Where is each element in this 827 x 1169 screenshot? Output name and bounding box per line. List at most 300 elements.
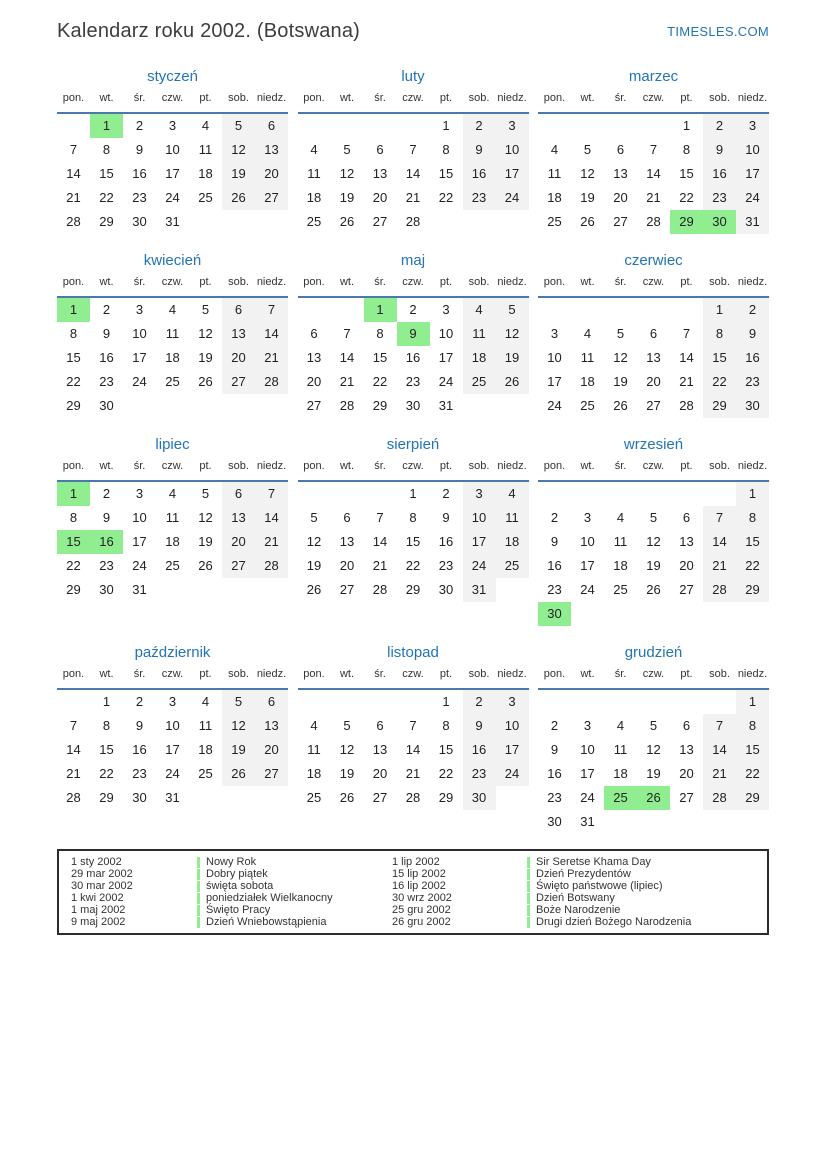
weekday-label: śr. [374, 668, 386, 680]
day-cell-empty [670, 602, 703, 626]
week-row [298, 210, 529, 234]
week-row [57, 138, 288, 162]
weekday-label: wt. [339, 276, 355, 288]
day-cell: 30 [438, 582, 454, 597]
day-cell: 22 [438, 190, 454, 205]
day-cell-empty [670, 810, 703, 834]
day-cell: 28 [339, 398, 355, 413]
weekday-header-row [57, 460, 288, 482]
weekday-label: śr. [133, 92, 146, 104]
month-title: marzec [628, 68, 679, 85]
weekday-header-row [298, 668, 529, 690]
day-cell-empty [364, 114, 397, 138]
day-cell: 5 [201, 486, 210, 501]
day-cell: 13 [372, 742, 388, 757]
day-cell: 16 [132, 166, 147, 181]
week-row [298, 322, 529, 346]
holiday-date: 1 maj 2002 [71, 904, 126, 916]
day-cell: 2 [409, 302, 417, 317]
day-cell: 13 [372, 166, 388, 181]
day-cell: 18 [547, 190, 562, 205]
week-row [538, 138, 769, 162]
week-row [57, 114, 288, 138]
weekday-label: pon. [62, 276, 85, 288]
month-2 [298, 66, 529, 234]
day-cell: 4 [496, 482, 529, 506]
weekday-label: pon. [62, 668, 85, 680]
day-cell: 25 [580, 398, 595, 413]
day-cell-empty [637, 482, 670, 506]
day-cell: 27 [339, 582, 355, 597]
legend-row [71, 880, 392, 892]
year-calendar-grid [57, 66, 769, 834]
day-cell: 28 [405, 214, 421, 229]
day-cell: 18 [613, 766, 628, 781]
day-cell-empty [156, 578, 189, 602]
day-cell: 14 [703, 738, 736, 762]
day-cell: 29 [703, 394, 736, 418]
day-cell: 22 [372, 374, 388, 389]
day-cell: 8 [442, 718, 450, 733]
day-cell: 1 [57, 482, 90, 506]
week-row [57, 714, 288, 738]
day-cell: 25 [165, 558, 180, 573]
week-row [298, 530, 529, 554]
weekday-label: pt. [680, 668, 693, 680]
weekday-label: pt. [680, 276, 693, 288]
weekday-label: niedz. [256, 92, 287, 104]
day-cell: 15 [438, 742, 454, 757]
week-row [538, 322, 769, 346]
holiday-marker-icon [197, 869, 200, 880]
day-cell: 19 [222, 162, 255, 186]
day-cell-empty [670, 482, 703, 506]
weekday-label: czw. [402, 276, 424, 288]
weekday-label: sob. [468, 276, 490, 288]
day-cell: 4 [583, 326, 592, 341]
holiday-name: Sir Seretse Khama Day [536, 856, 651, 868]
day-cell: 5 [496, 298, 529, 322]
day-cell: 19 [646, 766, 661, 781]
day-cell: 16 [703, 162, 736, 186]
day-cell: 21 [66, 190, 81, 205]
week-row [538, 298, 769, 322]
holiday-marker-icon [527, 881, 530, 892]
day-cell: 28 [255, 370, 288, 394]
day-cell: 17 [580, 766, 595, 781]
weekday-label: wt. [99, 92, 114, 104]
week-row [298, 370, 529, 394]
day-cell: 9 [463, 714, 496, 738]
legend-row [71, 892, 392, 904]
month-title: sierpień [386, 436, 440, 453]
day-cell: 24 [580, 582, 595, 597]
day-cell: 12 [339, 166, 355, 181]
week-row [57, 554, 288, 578]
day-cell-empty [222, 210, 255, 234]
day-cell: 29 [99, 790, 114, 805]
day-cell-empty [571, 602, 604, 626]
day-cell: 7 [69, 718, 78, 733]
day-cell: 17 [165, 742, 180, 757]
day-cell: 26 [339, 214, 355, 229]
day-cell: 29 [66, 582, 81, 597]
week-row [538, 506, 769, 530]
day-cell: 25 [306, 790, 322, 805]
day-cell-empty [255, 394, 288, 418]
month-title: październik [134, 644, 211, 661]
day-cell: 15 [66, 350, 81, 365]
day-cell: 13 [222, 322, 255, 346]
day-cell-empty [331, 690, 364, 714]
day-cell: 30 [132, 790, 147, 805]
day-cell: 5 [222, 114, 255, 138]
day-cell: 6 [343, 510, 351, 525]
day-cell: 19 [198, 350, 213, 365]
weekday-label: czw. [402, 668, 424, 680]
day-cell: 11 [198, 718, 213, 733]
day-cell-empty [670, 690, 703, 714]
day-cell-empty [57, 690, 90, 714]
day-cell: 17 [736, 162, 769, 186]
day-cell: 7 [703, 714, 736, 738]
week-row [538, 714, 769, 738]
day-cell: 15 [736, 530, 769, 554]
day-cell: 5 [310, 510, 318, 525]
weekday-label: czw. [161, 276, 184, 288]
week-row [298, 738, 529, 762]
day-cell: 2 [463, 690, 496, 714]
weekday-label: niedz. [737, 276, 768, 288]
weekday-header-row [538, 668, 769, 690]
day-cell: 23 [99, 558, 114, 573]
day-cell: 16 [547, 558, 562, 573]
day-cell: 24 [132, 558, 147, 573]
day-cell: 29 [670, 210, 703, 234]
day-cell: 2 [135, 118, 144, 133]
day-cell: 18 [198, 166, 213, 181]
day-cell-empty [123, 394, 156, 418]
day-cell: 29 [66, 398, 81, 413]
day-cell: 13 [679, 742, 694, 757]
weekday-label: sob. [709, 276, 730, 288]
day-cell: 12 [646, 534, 661, 549]
week-row [57, 578, 288, 602]
day-cell-empty [604, 602, 637, 626]
weekday-label: śr. [614, 276, 627, 288]
day-cell: 9 [463, 138, 496, 162]
holiday-date: 1 lip 2002 [392, 856, 440, 868]
day-cell: 31 [736, 210, 769, 234]
weekday-label: pt. [199, 460, 212, 472]
day-cell-empty [298, 482, 331, 506]
day-cell: 18 [198, 742, 213, 757]
day-cell: 24 [496, 762, 529, 786]
day-cell: 2 [463, 114, 496, 138]
weekday-label: sob. [709, 668, 730, 680]
week-row [298, 162, 529, 186]
day-cell: 25 [306, 214, 322, 229]
holiday-date: 30 mar 2002 [71, 880, 133, 892]
day-cell: 5 [343, 718, 351, 733]
holiday-name: Dzień Prezydentów [536, 868, 631, 880]
weekday-label: pon. [303, 668, 325, 680]
month-title: luty [401, 68, 425, 85]
day-cell: 1 [364, 298, 397, 322]
month-title: czerwiec [624, 252, 683, 269]
day-cell-empty [604, 690, 637, 714]
day-cell: 20 [646, 374, 661, 389]
weekday-label: pon. [303, 92, 325, 104]
day-cell: 7 [409, 142, 417, 157]
weekday-label: śr. [374, 276, 386, 288]
day-cell: 26 [198, 558, 213, 573]
month-3 [538, 66, 769, 234]
day-cell: 7 [682, 326, 691, 341]
day-cell: 10 [165, 718, 180, 733]
day-cell: 26 [637, 786, 670, 810]
day-cell: 13 [679, 534, 694, 549]
weekday-label: niedz. [737, 460, 768, 472]
week-row [298, 298, 529, 322]
day-cell: 10 [132, 326, 147, 341]
day-cell: 8 [736, 506, 769, 530]
day-cell: 9 [135, 718, 144, 733]
week-row [57, 530, 288, 554]
day-cell: 23 [703, 186, 736, 210]
day-cell: 25 [165, 374, 180, 389]
day-cell: 11 [496, 506, 529, 530]
day-cell: 19 [580, 190, 595, 205]
weekday-label: śr. [374, 460, 386, 472]
weekday-header-row [298, 460, 529, 482]
day-cell: 27 [372, 214, 388, 229]
holiday-marker-icon [527, 917, 530, 928]
weekday-label: śr. [133, 276, 146, 288]
day-cell-empty [496, 210, 529, 234]
day-cell: 4 [550, 142, 559, 157]
month-7 [57, 434, 288, 626]
day-cell: 11 [165, 510, 180, 525]
day-cell-empty [397, 690, 430, 714]
day-cell-empty [397, 114, 430, 138]
day-cell: 25 [198, 766, 213, 781]
day-cell: 15 [99, 742, 114, 757]
week-row [538, 370, 769, 394]
weekday-label: śr. [614, 92, 627, 104]
week-row [57, 346, 288, 370]
weekday-label: wt. [339, 668, 355, 680]
day-cell: 4 [201, 694, 210, 709]
day-cell: 11 [613, 742, 628, 757]
day-cell-empty [604, 298, 637, 322]
day-cell: 20 [339, 558, 355, 573]
weekday-label: pon. [62, 92, 85, 104]
day-cell: 28 [679, 398, 694, 413]
day-cell: 25 [547, 214, 562, 229]
day-cell: 6 [616, 142, 625, 157]
day-cell: 23 [736, 370, 769, 394]
day-cell: 24 [496, 186, 529, 210]
day-cell-empty [571, 298, 604, 322]
weekday-label: niedz. [256, 460, 287, 472]
day-cell: 31 [438, 398, 454, 413]
day-cell: 1 [736, 482, 769, 506]
month-title: grudzień [624, 644, 683, 661]
day-cell: 22 [66, 558, 81, 573]
day-cell: 10 [496, 714, 529, 738]
holiday-name: Nowy Rok [206, 856, 257, 868]
weekday-label: pt. [439, 668, 453, 680]
weekday-label: pt. [199, 92, 212, 104]
day-cell: 8 [736, 714, 769, 738]
week-row [57, 482, 288, 506]
weekday-label: niedz. [497, 276, 527, 288]
day-cell-empty [703, 482, 736, 506]
day-cell: 4 [310, 718, 318, 733]
day-cell: 19 [339, 190, 355, 205]
weekday-label: niedz. [497, 92, 527, 104]
holiday-name: Drugi dzień Bożego Narodzenia [536, 916, 692, 928]
day-cell: 21 [339, 374, 355, 389]
day-cell: 1 [736, 690, 769, 714]
day-cell: 27 [255, 186, 288, 210]
week-row [538, 530, 769, 554]
day-cell-empty [298, 114, 331, 138]
day-cell: 14 [405, 742, 421, 757]
day-cell: 3 [736, 114, 769, 138]
day-cell: 18 [165, 534, 180, 549]
day-cell: 11 [307, 166, 321, 181]
holiday-name: święta sobota [206, 880, 274, 892]
day-cell: 11 [463, 322, 496, 346]
day-cell: 22 [438, 766, 454, 781]
day-cell: 11 [198, 142, 213, 157]
day-cell: 5 [583, 142, 592, 157]
day-cell: 23 [463, 762, 496, 786]
day-cell: 24 [736, 186, 769, 210]
day-cell: 19 [496, 346, 529, 370]
day-cell: 27 [222, 370, 255, 394]
week-row [298, 762, 529, 786]
legend-row [71, 916, 392, 928]
day-cell: 16 [547, 766, 562, 781]
day-cell: 28 [66, 790, 81, 805]
week-row [538, 162, 769, 186]
day-cell: 27 [222, 554, 255, 578]
day-cell: 13 [613, 166, 628, 181]
legend-row [71, 904, 392, 916]
day-cell: 9 [397, 322, 430, 346]
day-cell: 31 [165, 214, 180, 229]
holiday-marker-icon [527, 905, 530, 916]
day-cell-empty [637, 602, 670, 626]
weekday-label: sob. [228, 276, 249, 288]
day-cell: 14 [339, 350, 355, 365]
day-cell: 17 [165, 166, 180, 181]
day-cell: 7 [255, 298, 288, 322]
day-cell: 25 [198, 190, 213, 205]
day-cell: 30 [405, 398, 421, 413]
day-cell: 10 [132, 510, 147, 525]
week-row [298, 186, 529, 210]
weekday-label: niedz. [737, 668, 768, 680]
day-cell: 11 [165, 326, 180, 341]
day-cell: 3 [496, 690, 529, 714]
day-cell: 12 [646, 742, 661, 757]
day-cell: 9 [102, 326, 111, 341]
holiday-marker-icon [527, 893, 530, 904]
day-cell: 24 [438, 374, 454, 389]
month-8 [298, 434, 529, 626]
day-cell: 28 [66, 214, 81, 229]
weekday-label: pt. [439, 460, 453, 472]
day-cell-empty [222, 578, 255, 602]
day-cell: 21 [646, 190, 661, 205]
day-cell: 3 [135, 302, 144, 317]
day-cell: 7 [255, 482, 288, 506]
day-cell: 30 [736, 394, 769, 418]
day-cell: 3 [442, 302, 450, 317]
week-row [298, 578, 529, 602]
day-cell: 31 [132, 582, 147, 597]
day-cell: 26 [580, 214, 595, 229]
week-row [298, 138, 529, 162]
timesles-site-link[interactable]: TIMESLES.COM [667, 24, 769, 39]
day-cell: 6 [222, 298, 255, 322]
day-cell: 12 [496, 322, 529, 346]
day-cell: 26 [496, 370, 529, 394]
weekday-label: czw. [642, 92, 665, 104]
day-cell: 21 [372, 558, 388, 573]
day-cell: 21 [66, 766, 81, 781]
day-cell: 6 [255, 690, 288, 714]
weekday-label: sob. [709, 460, 730, 472]
day-cell: 19 [613, 374, 628, 389]
day-cell: 20 [222, 530, 255, 554]
weekday-header-row [57, 92, 288, 114]
day-cell: 20 [613, 190, 628, 205]
day-cell: 20 [679, 558, 694, 573]
day-cell: 29 [736, 786, 769, 810]
day-cell: 9 [736, 322, 769, 346]
weekday-label: śr. [614, 668, 627, 680]
day-cell: 5 [649, 510, 658, 525]
day-cell-empty [637, 298, 670, 322]
day-cell: 22 [405, 558, 421, 573]
weekday-label: śr. [133, 460, 146, 472]
day-cell: 18 [165, 350, 180, 365]
weekday-label: niedz. [256, 668, 287, 680]
day-cell: 6 [376, 718, 384, 733]
day-cell-empty [463, 210, 496, 234]
day-cell: 15 [57, 530, 90, 554]
day-cell: 20 [372, 766, 388, 781]
day-cell: 8 [102, 142, 111, 157]
day-cell: 14 [646, 166, 661, 181]
holiday-date: 30 wrz 2002 [392, 892, 452, 904]
day-cell: 17 [496, 738, 529, 762]
day-cell: 4 [168, 486, 177, 501]
week-row [298, 394, 529, 418]
weekday-header-row [538, 460, 769, 482]
weekday-header-row [298, 276, 529, 298]
weekday-label: czw. [161, 460, 184, 472]
day-cell: 26 [198, 374, 213, 389]
week-row [538, 762, 769, 786]
day-cell-empty [637, 810, 670, 834]
day-cell: 21 [405, 766, 421, 781]
